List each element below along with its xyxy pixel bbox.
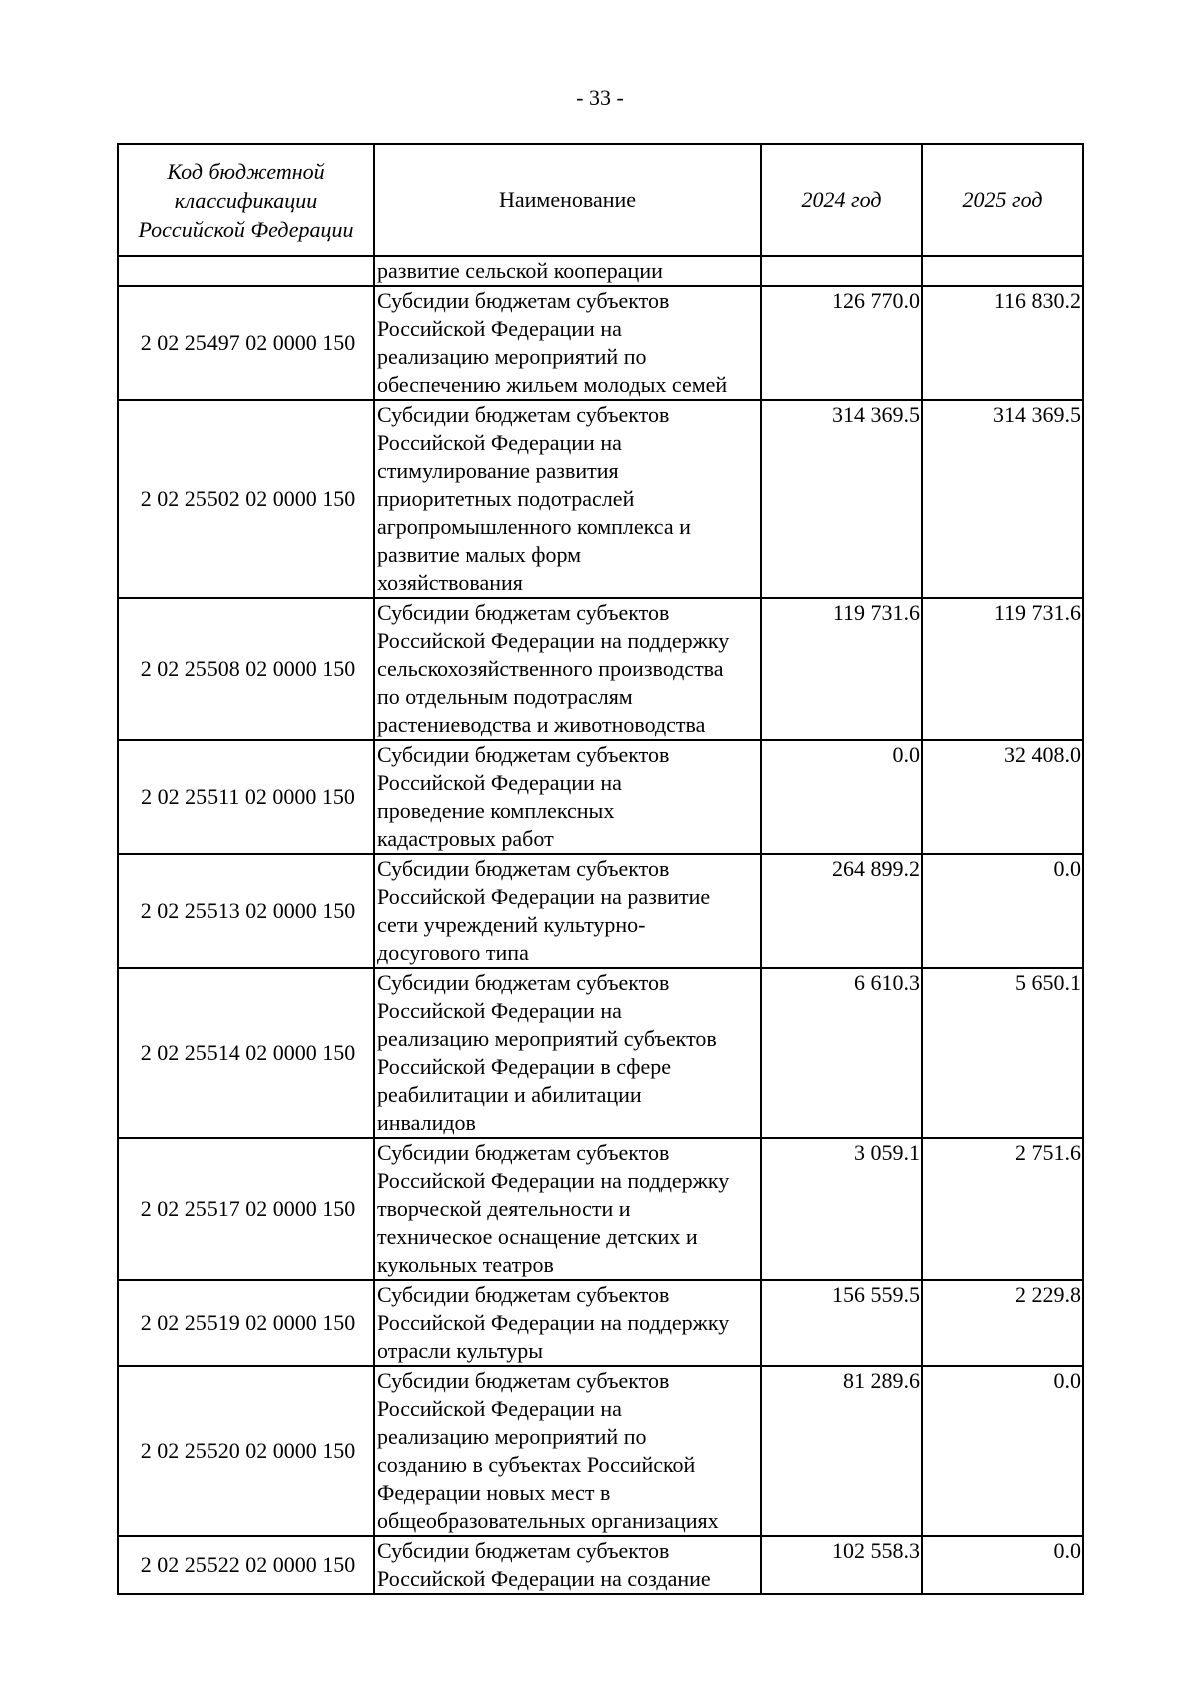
value-2024-cell: 102 558.3	[761, 1536, 922, 1594]
value-2024-cell: 126 770.0	[761, 286, 922, 400]
value-2025-cell	[922, 256, 1083, 286]
name-line: Субсидии бюджетам субъектов	[377, 1282, 670, 1307]
table-row	[118, 598, 1083, 740]
name-line: Субсидии бюджетам субъектов	[377, 856, 670, 881]
name-line: Субсидии бюджетам субъектов	[377, 600, 670, 625]
value-2025-cell: 116 830.2	[922, 286, 1083, 400]
name-line: Российской Федерации на	[377, 998, 622, 1023]
name-cell: развитие сельской кооперации	[374, 256, 761, 286]
value-2024-cell: 6 610.3	[761, 968, 922, 1138]
name-line: творческой деятельности и	[377, 1196, 631, 1221]
value-2024-cell: 119 731.6	[761, 598, 922, 740]
table-row	[118, 1280, 1083, 1366]
table-row	[118, 1536, 1083, 1594]
value-2025-cell: 0.0	[922, 1366, 1083, 1536]
value-2024-cell	[761, 256, 922, 286]
name-cell	[374, 286, 761, 400]
name-line: Российской Федерации на	[377, 1396, 622, 1421]
name-line: кукольных театров	[377, 1252, 554, 1277]
code-cell: 2 02 25508 02 0000 150	[118, 598, 374, 740]
name-line: Субсидии бюджетам субъектов	[377, 402, 670, 427]
name-line: Субсидии бюджетам субъектов	[377, 288, 670, 313]
name-cell	[374, 1536, 761, 1594]
code-cell: 2 02 25519 02 0000 150	[118, 1280, 374, 1366]
code-cell: 2 02 25517 02 0000 150	[118, 1138, 374, 1280]
name-line: по отдельным подотраслям	[377, 684, 633, 709]
value-2025-cell: 2 229.8	[922, 1280, 1083, 1366]
value-2025-cell: 2 751.6	[922, 1138, 1083, 1280]
name-line: Субсидии бюджетам субъектов	[377, 970, 670, 995]
name-cell	[374, 598, 761, 740]
name-cell	[374, 1280, 761, 1366]
table-row	[118, 854, 1083, 968]
name-line: проведение комплексных	[377, 798, 615, 823]
value-2025-cell: 32 408.0	[922, 740, 1083, 854]
code-cell: 2 02 25502 02 0000 150	[118, 400, 374, 598]
name-line: созданию в субъектах Российской	[377, 1452, 696, 1477]
name-line: агропромышленного комплекса и	[377, 514, 691, 539]
name-line: Российской Федерации на развитие	[377, 884, 711, 909]
name-line: Субсидии бюджетам субъектов	[377, 742, 670, 767]
name-line: отрасли культуры	[377, 1338, 544, 1363]
page-number: - 33 -	[576, 85, 624, 110]
value-2024-cell: 264 899.2	[761, 854, 922, 968]
name-line: обеспечению жильем молодых семей	[377, 372, 728, 397]
name-line: Российской Федерации на	[377, 430, 622, 455]
name-line: растениеводства и животноводства	[377, 712, 706, 737]
name-line: Российской Федерации на поддержку	[377, 1310, 730, 1335]
name-line: Российской Федерации в сфере	[377, 1054, 672, 1079]
name-line: сети учреждений культурно-	[377, 912, 646, 937]
name-line: Субсидии бюджетам субъектов	[377, 1140, 670, 1165]
value-2025-cell: 5 650.1	[922, 968, 1083, 1138]
name-line: хозяйствования	[377, 570, 523, 595]
table-row	[118, 1366, 1083, 1536]
name-line: Российской Федерации на поддержку	[377, 628, 730, 653]
name-line: сельскохозяйственного производства	[377, 656, 724, 681]
value-2024-cell: 3 059.1	[761, 1138, 922, 1280]
name-line: Российской Федерации на создание	[377, 1566, 711, 1591]
value-2025-cell: 314 369.5	[922, 400, 1083, 598]
name-line: Российской Федерации на поддержку	[377, 1168, 730, 1193]
value-2024-cell: 81 289.6	[761, 1366, 922, 1536]
name-line: реабилитации и абилитации	[377, 1082, 642, 1107]
name-cell	[374, 740, 761, 854]
name-line: кадастровых работ	[377, 826, 554, 851]
code-cell: 2 02 25513 02 0000 150	[118, 854, 374, 968]
table-header-row	[118, 144, 1083, 256]
value-2025-cell: 0.0	[922, 1536, 1083, 1594]
code-cell: 2 02 25514 02 0000 150	[118, 968, 374, 1138]
name-line: досугового типа	[377, 940, 529, 965]
table-row	[118, 740, 1083, 854]
code-cell: 2 02 25520 02 0000 150	[118, 1366, 374, 1536]
name-line: Субсидии бюджетам субъектов	[377, 1538, 670, 1563]
name-cell	[374, 1366, 761, 1536]
name-line: стимулирование развития	[377, 458, 619, 483]
name-line: инвалидов	[377, 1110, 476, 1135]
value-2025-cell: 0.0	[922, 854, 1083, 968]
value-2024-cell: 156 559.5	[761, 1280, 922, 1366]
name-cell	[374, 854, 761, 968]
name-line: Субсидии бюджетам субъектов	[377, 1368, 670, 1393]
name-line: реализацию мероприятий по	[377, 1424, 647, 1449]
table-row	[118, 286, 1083, 400]
header-name: Наименование	[374, 144, 761, 256]
code-cell	[118, 256, 374, 286]
value-2025-cell: 119 731.6	[922, 598, 1083, 740]
name-line: Российской Федерации на	[377, 316, 622, 341]
code-cell: 2 02 25522 02 0000 150	[118, 1536, 374, 1594]
name-line: реализацию мероприятий субъектов	[377, 1026, 717, 1051]
name-line: Российской Федерации на	[377, 770, 622, 795]
name-cell	[374, 1138, 761, 1280]
name-line: Федерации новых мест в	[377, 1480, 611, 1505]
table-row	[118, 400, 1083, 598]
name-line: техническое оснащение детских и	[377, 1224, 698, 1249]
name-cell	[374, 968, 761, 1138]
name-line: приоритетных подотраслей	[377, 486, 635, 511]
name-line: развитие малых форм	[377, 542, 582, 567]
header-2025: 2025 год	[922, 144, 1083, 256]
name-line: общеобразовательных организациях	[377, 1508, 719, 1533]
name-cell	[374, 400, 761, 598]
header-code: Код бюджетной классификации Российской Федерации	[118, 144, 374, 256]
continuation-row	[118, 256, 1083, 286]
value-2024-cell: 314 369.5	[761, 400, 922, 598]
code-cell: 2 02 25511 02 0000 150	[118, 740, 374, 854]
table-row	[118, 1138, 1083, 1280]
code-cell: 2 02 25497 02 0000 150	[118, 286, 374, 400]
header-2024: 2024 год	[761, 144, 922, 256]
budget-table	[117, 143, 1084, 1595]
table-row	[118, 968, 1083, 1138]
value-2024-cell: 0.0	[761, 740, 922, 854]
name-line: реализацию мероприятий по	[377, 344, 647, 369]
